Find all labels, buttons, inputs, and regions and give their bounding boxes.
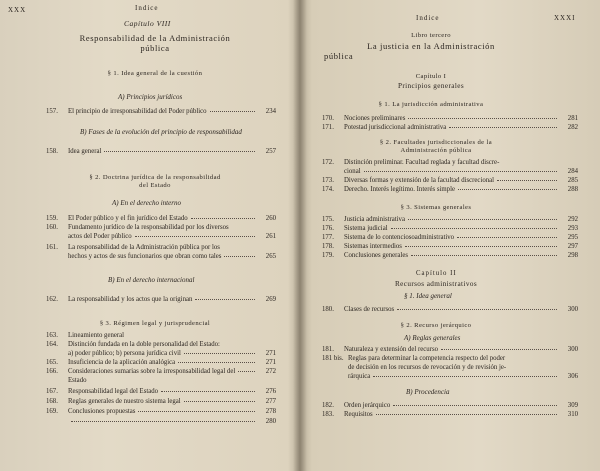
entry-page: 280 <box>265 418 276 425</box>
entry-number: 167. <box>46 388 58 395</box>
toc-entry-168[interactable] <box>46 398 276 405</box>
right-chapter-1-title: Principios generales <box>397 82 465 90</box>
entry-page: 260 <box>265 215 276 222</box>
toc-entry-166-cont[interactable] <box>68 377 276 384</box>
entry-number: 164. <box>46 341 58 348</box>
right-page <box>306 0 600 471</box>
entry-page: 234 <box>265 108 276 115</box>
entry-text: rárquica <box>348 373 371 380</box>
entry-page: 269 <box>265 296 276 303</box>
entry-number: 162. <box>46 296 58 303</box>
toc-entry-178[interactable] <box>322 243 578 250</box>
left-page <box>0 0 296 471</box>
toc-entry-177[interactable] <box>322 234 578 241</box>
toc-entry-159[interactable] <box>46 215 276 222</box>
right-chapter-2-title: Recursos administrativos <box>394 280 478 288</box>
entry-page: 292 <box>567 216 578 223</box>
toc-entry-160-cont[interactable] <box>68 233 276 240</box>
entry-page: 306 <box>567 373 578 380</box>
right-section-2-line1: § 2. Facultades jurisdiccionales de la <box>379 139 493 146</box>
right-section-3: § 3. Sistemas generales <box>400 204 472 211</box>
entry-number: 168. <box>46 398 58 405</box>
entry-page: 265 <box>265 253 276 260</box>
entry-text: El Poder público y el fin jurídico del Estado <box>68 215 188 222</box>
entry-page: 297 <box>567 243 578 250</box>
entry-page: 293 <box>567 225 578 232</box>
entry-number: 178. <box>322 243 334 250</box>
entry-text: Consideraciones sumarias sobre la irresponsabilidad legal del <box>68 368 236 375</box>
right-title-line2: pública <box>324 51 354 61</box>
toc-entry-164-cont[interactable] <box>68 350 276 357</box>
entry-page: 282 <box>567 124 578 131</box>
toc-entry-180[interactable] <box>322 306 578 313</box>
right-running-head: Indice <box>416 14 440 22</box>
toc-entry-162[interactable] <box>46 296 276 303</box>
left-section-3: § 3. Régimen legal y jurisprudencial <box>99 320 211 327</box>
entry-number: 163. <box>46 332 58 339</box>
entry-text: Sistemas intermedios <box>344 243 402 250</box>
entry-page: 284 <box>567 168 578 175</box>
entry-text: Naturaleza y extensión del recurso <box>344 346 438 353</box>
entry-text: Potestad jurisdiccional administrativa <box>344 124 447 131</box>
entry-text: El principio de irresponsabilidad del Poder público <box>68 108 207 115</box>
entry-text: Justicia administrativa <box>344 216 405 223</box>
entry-page: 281 <box>567 115 578 122</box>
left-page-number: XXX <box>8 6 27 14</box>
entry-text: Fundamento jurídico de la responsabilidad por los diversos <box>68 224 229 231</box>
entry-text: Distinción fundada en la doble personalidad del Estado: <box>68 341 220 348</box>
entry-page: 309 <box>567 402 578 409</box>
entry-text: Sistema de lo contenciosoadministrativo <box>344 234 455 241</box>
toc-entry-175[interactable] <box>322 216 578 223</box>
toc-entry-181bis-cont1[interactable] <box>348 364 578 371</box>
toc-entry-160[interactable] <box>46 224 276 231</box>
entry-page: 276 <box>265 388 276 395</box>
left-title-line1: Responsabilidad de la Administración <box>79 33 231 43</box>
entry-number: 177. <box>322 234 334 241</box>
right-section-1: § 1. La jurisdicción administrativa <box>378 101 484 108</box>
entry-page: 271 <box>265 359 276 366</box>
entry-text: Derecho. Interés legítimo. Interés simple <box>344 186 455 193</box>
entry-number: 179. <box>322 252 334 259</box>
toc-entry-166[interactable] <box>46 368 276 375</box>
entry-text: Idea general <box>68 148 102 155</box>
toc-entry-163[interactable] <box>46 332 276 339</box>
entry-number: 170. <box>322 115 334 122</box>
entry-text: Lineamiento general <box>68 332 125 339</box>
right-section-2-line2: Administración pública <box>400 147 472 154</box>
toc-entry-172[interactable] <box>322 159 578 166</box>
entry-page: 271 <box>265 350 276 357</box>
entry-number: 159. <box>46 215 58 222</box>
entry-text: a) poder público; b) persona jurídica civil <box>68 350 181 357</box>
toc-entry-173[interactable] <box>322 177 578 184</box>
entry-page: 310 <box>567 411 578 418</box>
toc-entry-183[interactable] <box>322 411 578 418</box>
right-subsection-5a: A) Reglas generales <box>404 334 461 342</box>
entry-text: Distinción preliminar. Facultad reglada y facultad discre- <box>344 159 500 166</box>
toc-entry-172-cont[interactable] <box>344 168 578 175</box>
entry-number: 166. <box>46 368 58 375</box>
entry-number: 160. <box>46 224 58 231</box>
entry-page: 272 <box>265 368 276 375</box>
entry-text: cional <box>344 168 361 175</box>
entry-text: hechos y actos de sus funcionarios que obran como tales <box>68 253 222 260</box>
entry-page: 298 <box>567 252 578 259</box>
entry-text: Requisitos <box>344 411 373 418</box>
toc-entry-179[interactable] <box>322 252 578 259</box>
entry-page: 295 <box>567 234 578 241</box>
left-section-1: § 1. Idea general de la cuestión <box>107 70 203 77</box>
right-subsection-5b: B) Procedencia <box>406 388 450 396</box>
right-title-line1: La justicia en la Administración <box>367 41 495 51</box>
entry-number: 182. <box>322 402 334 409</box>
toc-entry-169[interactable] <box>46 408 276 415</box>
toc-entry-161-cont[interactable] <box>68 253 276 260</box>
entry-text: Conclusiones generales <box>344 252 408 259</box>
entry-number: 180. <box>322 306 334 313</box>
entry-number: 169. <box>46 408 58 415</box>
toc-entry-174[interactable] <box>322 186 578 193</box>
right-section-5: § 2. Recurso jerárquico <box>400 322 472 329</box>
toc-entry-181bis[interactable] <box>322 355 578 362</box>
right-page-number: XXXI <box>554 14 576 22</box>
right-book-title <box>316 41 546 61</box>
right-section-2 <box>316 139 556 155</box>
toc-entry-157[interactable] <box>46 108 276 115</box>
entry-page: 277 <box>265 398 276 405</box>
left-subsection-1b: B) Fases de la evolución del principio de responsabilidad <box>80 128 242 136</box>
entry-text: Conclusiones propuestas <box>68 408 136 415</box>
left-running-head: Indice <box>135 4 159 12</box>
entry-text: Clases de recursos <box>344 306 395 313</box>
right-chapter-1-label: Capítulo I <box>415 73 447 80</box>
toc-entry-last[interactable] <box>68 418 276 425</box>
toc-entry-181bis-cont2[interactable] <box>348 373 578 380</box>
toc-entry-181[interactable] <box>322 346 578 353</box>
entry-number: 181 bis. <box>322 355 344 362</box>
left-section-2-line1: § 2. Doctrina jurídica de la responsabilidad <box>89 174 221 181</box>
right-book-label: Libro tercero <box>411 32 451 39</box>
entry-number: 183. <box>322 411 334 418</box>
entry-number: 173. <box>322 177 334 184</box>
entry-number: 176. <box>322 225 334 232</box>
entry-text: Responsabilidad legal del Estado <box>68 388 159 395</box>
toc-entry-164[interactable] <box>46 341 276 348</box>
entry-page: 288 <box>567 186 578 193</box>
entry-text: La responsabilidad de la Administración pública por los <box>68 244 220 251</box>
entry-page: 285 <box>567 177 578 184</box>
entry-text: Reglas generales de nuestro sistema legal <box>68 398 181 405</box>
left-section-2 <box>40 174 270 190</box>
entry-page: 257 <box>265 148 276 155</box>
entry-number: 172. <box>322 159 334 166</box>
right-section-4: § 1. Idea general <box>404 292 452 300</box>
entry-number: 174. <box>322 186 334 193</box>
entry-text: Sistema judicial <box>344 225 388 232</box>
entry-text: Diversas formas y extensión de la facultad discrecional <box>344 177 495 184</box>
entry-text: Orden jerárquico <box>344 402 391 409</box>
toc-entry-167[interactable] <box>46 388 276 395</box>
toc-entry-170[interactable] <box>322 115 578 122</box>
entry-text: La responsabilidad y los actos que la originan <box>68 296 193 303</box>
entry-text: de decisión en los recursos de revocación y de revisión je- <box>348 364 507 371</box>
toc-entry-182[interactable] <box>322 402 578 409</box>
entry-page: 261 <box>265 233 276 240</box>
entry-text: Reglas para determinar la competencia respecto del poder <box>348 355 506 362</box>
entry-number: 171. <box>322 124 334 131</box>
left-subsection-1a: A) Principios jurídicos <box>118 93 183 101</box>
toc-entry-158[interactable] <box>46 148 276 155</box>
entry-number: 181. <box>322 346 334 353</box>
entry-number: 161. <box>46 244 58 251</box>
entry-text: Nociones preliminares <box>344 115 406 122</box>
left-section-2-line2: del Estado <box>139 182 171 189</box>
right-chapter-2-label: Capítulo II <box>416 270 457 277</box>
left-subsection-2a: A) En el derecho interno <box>112 199 181 207</box>
entry-text: Insuficiencia de la aplicación analógica <box>68 359 176 366</box>
toc-entry-161[interactable] <box>46 244 276 251</box>
entry-number: 165. <box>46 359 58 366</box>
toc-entry-165[interactable] <box>46 359 276 366</box>
entry-text: Estado <box>68 377 87 384</box>
left-chapter-label: Capítulo VIII <box>124 19 171 28</box>
entry-page: 300 <box>567 346 578 353</box>
left-title-line2: pública <box>140 43 170 53</box>
left-chapter-title <box>40 33 270 53</box>
toc-entry-176[interactable] <box>322 225 578 232</box>
entry-number: 158. <box>46 148 58 155</box>
entry-number: 157. <box>46 108 58 115</box>
entry-page: 278 <box>265 408 276 415</box>
left-subsection-2b: B) En el derecho internacional <box>108 276 195 284</box>
entry-number: 175. <box>322 216 334 223</box>
entry-text: actos del Poder público <box>68 233 132 240</box>
entry-page: 300 <box>567 306 578 313</box>
toc-entry-171[interactable] <box>322 124 578 131</box>
